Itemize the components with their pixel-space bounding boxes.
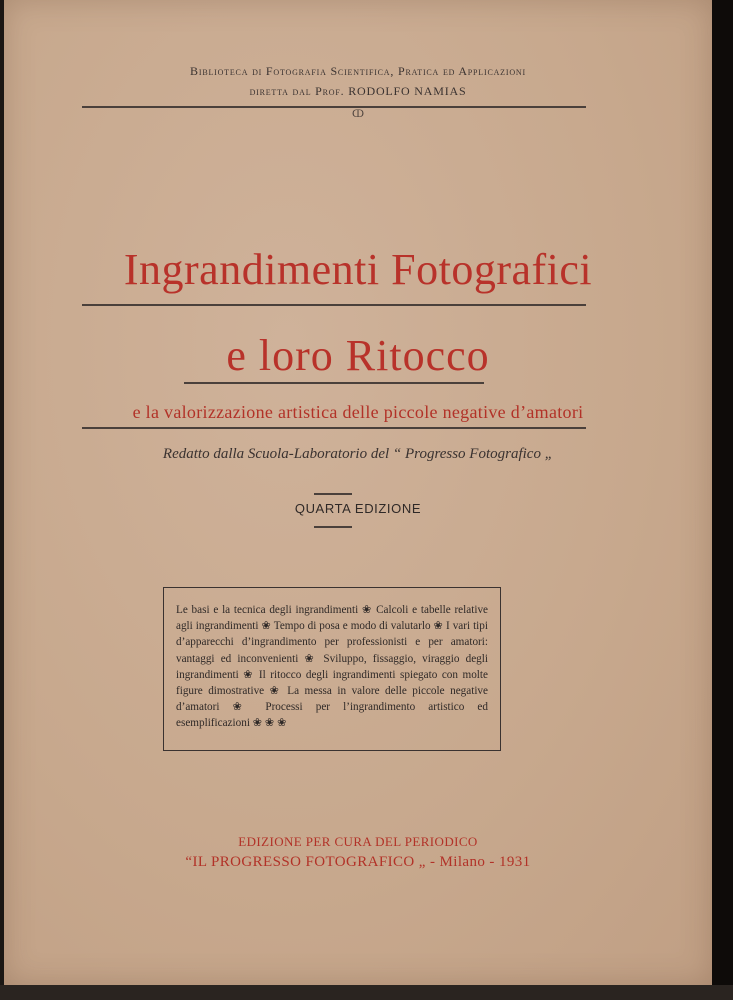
- title-rule-2: [184, 382, 484, 384]
- book-cover: [4, 0, 712, 985]
- series-director: diretta dal Prof. RODOLFO NAMIAS: [249, 84, 467, 98]
- publisher-line-2: “IL PROGRESSO FOTOGRAFICO „ - Milano - 1931: [185, 854, 531, 870]
- edition-label: QUARTA EDIZIONE: [294, 501, 422, 516]
- series-title: Biblioteca di Fotografia Scientifica, Pratica ed Applicazioni: [190, 64, 526, 78]
- subtitle-rule: [82, 427, 586, 429]
- subtitle: e la valorizzazione artistica delle piccole negative d’amatori: [132, 402, 584, 422]
- ornament-icon: ↀ: [351, 109, 365, 120]
- scan-edge-bottom: [0, 985, 733, 1000]
- publisher-line-1: EDIZIONE PER CURA DEL PERIODICO: [238, 834, 478, 849]
- contents-box: Le basi e la tecnica degli ingrandimenti ❀ Calcoli e tabelle relative agli ingrandimenti ❀ Tempo di posa e modo di valutarlo ❀ I vari tipi d’apparecchi d’ingrandimento per professionisti e per amatori: vantaggi ed inconvenienti ❀ Sviluppo, fissaggio, viraggio degli ingrandimenti ❀ Il ritocco degli ingrandimenti spiegato con molte figure dimostrative ❀ La messa in valore delle piccole negative d’amatori ❀ Processi per l’ingrandimento artistico ed esemplificazioni ❀ ❀ ❀: [163, 587, 501, 751]
- scan-edge-right: [712, 0, 733, 1000]
- title-line-2: e loro Ritocco: [226, 331, 490, 380]
- edition-rule-top: [314, 493, 352, 495]
- header-rule: [82, 106, 586, 108]
- credit-line: Redatto dalla Scuola-Laboratorio del “ Progresso Fotografico „: [162, 446, 554, 462]
- title-rule-1: [82, 304, 586, 306]
- title-line-1: Ingrandimenti Fotografici: [123, 245, 593, 294]
- edition-rule-bottom: [314, 526, 352, 528]
